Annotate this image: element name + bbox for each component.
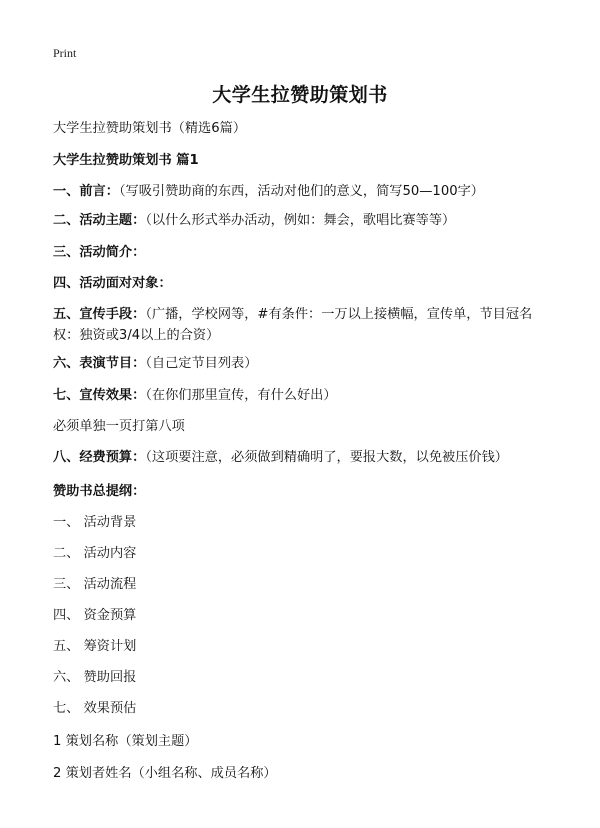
- item-6-label: 六、表演节目：: [53, 356, 146, 371]
- item-5: [53, 304, 545, 346]
- item-1-text: （写吸引赞助商的东西，活动对他们的意义，简写50—100字）: [118, 184, 484, 199]
- item-7-label: 七、宣传效果：: [53, 388, 146, 403]
- outline-title: 赞助书总提纲：: [53, 484, 146, 499]
- outline-item: 一、 活动背景: [53, 515, 137, 530]
- outline-item: 六、 赞助回报: [53, 670, 137, 685]
- outline-item: 三、 活动流程: [53, 577, 137, 592]
- numbered-item: 2 策划者姓名（小组名称、成员名称）: [53, 766, 277, 781]
- note-line: 必须单独一页打第八项: [53, 419, 185, 434]
- item-8: [53, 447, 553, 468]
- item-8-text: （这项要注意，必须做到精确明了，要报大数，以免被压价钱）: [145, 450, 508, 465]
- item-1: [53, 181, 553, 202]
- item-4: [53, 273, 553, 294]
- outline-item: 五、 筹资计划: [53, 639, 137, 654]
- document-subtitle: 大学生拉赞助策划书（精选6篇）: [53, 121, 247, 136]
- print-label: Print: [53, 46, 77, 60]
- item-7: [53, 385, 553, 406]
- item-2-text: （以什么形式举办活动，例如：舞会，歌唱比赛等等）: [145, 213, 456, 228]
- section-heading: 大学生拉赞助策划书 篇1: [53, 153, 199, 168]
- document-title: 大学生拉赞助策划书: [212, 84, 388, 106]
- outline-item: 四、 资金预算: [53, 608, 137, 623]
- outline-item: 二、 活动内容: [53, 546, 137, 561]
- outline-item: 七、 效果预估: [53, 701, 137, 716]
- item-1-label: 一、前言：: [53, 184, 119, 199]
- item-4-label: 四、活动面对对象：: [53, 276, 172, 291]
- item-6: [53, 353, 553, 374]
- item-6-text: （自己定节目列表）: [145, 356, 258, 371]
- item-2-label: 二、活动主题：: [53, 213, 146, 228]
- item-5-text: （广播，学校网等，#有条件：一万以上接横幅，宣传单，节目冠名权：独资或3/4以上的合资）: [53, 307, 533, 343]
- item-8-label: 八、经费预算：: [53, 450, 146, 465]
- item-2: [53, 210, 553, 231]
- item-7-text: （在你们那里宣传，有什么好出）: [145, 388, 337, 403]
- item-3-label: 三、活动简介：: [53, 245, 146, 260]
- item-3: [53, 242, 553, 263]
- item-5-label: 五、宣传手段：: [53, 307, 146, 322]
- numbered-item: 1 策划名称（策划主题）: [53, 734, 198, 749]
